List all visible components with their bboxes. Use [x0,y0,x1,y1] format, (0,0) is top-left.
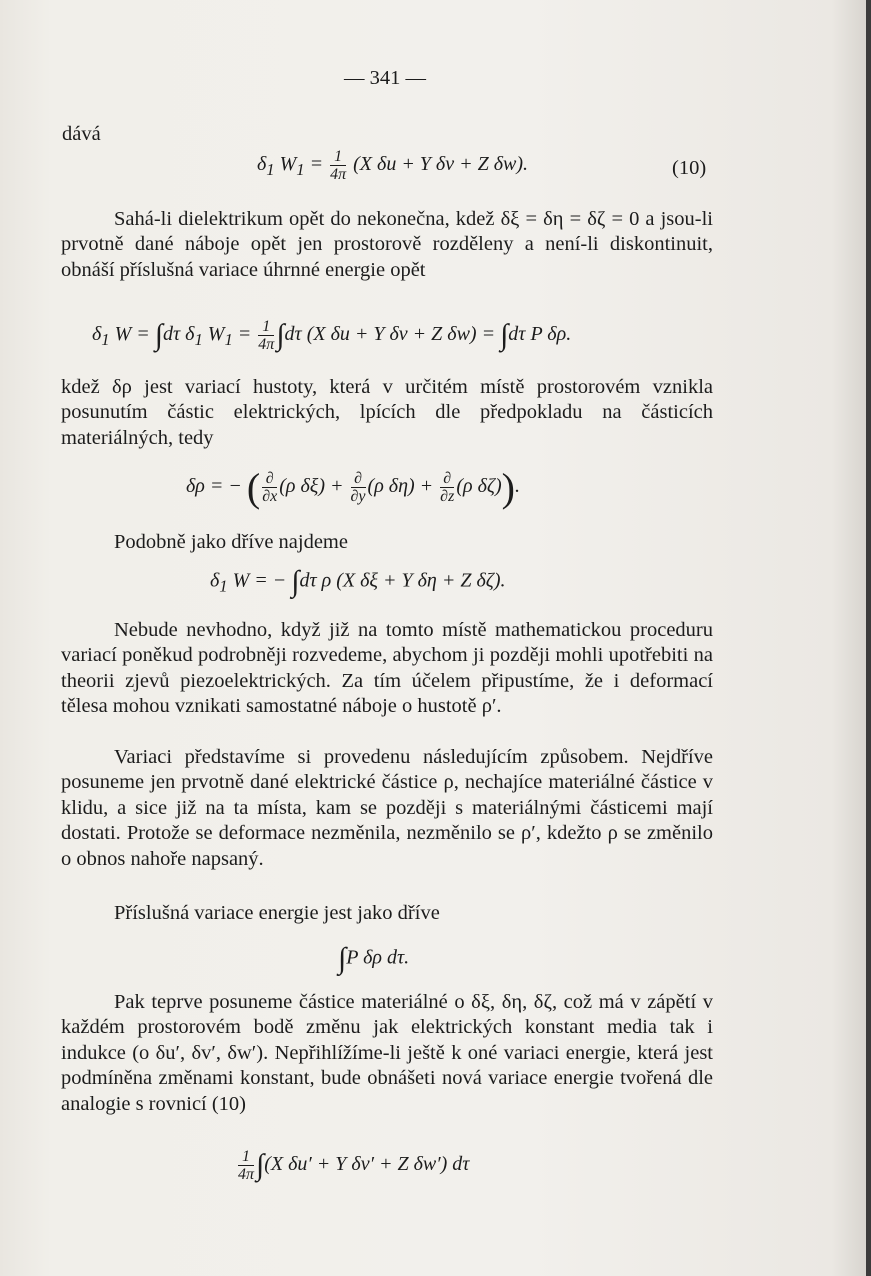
paragraph-3: Podobně jako dříve najdeme [114,531,348,553]
paragraph-7: Pak teprve posuneme částice materiálné o δξ, δη, δζ, což má v zápětí v každém prostorovém bodě změnu jak elektrických konstant media tak i indukce (o δu′, δv′, δw′). Nepřihlížíme-li ještě k oné variaci energie, která jest podmíněna změnami konstant, bude obnášeti nová variace energie tvořená dle analogie s rovnicí (10) [61,991,713,1115]
paragraph-6: Příslušná variace energie jest jako dříve [114,902,440,924]
equation-density-variation: δρ = − ( $\frac{\partial}{\partial x}$ (ρ δξ) + $\frac{\partial}{\partial y}$ (ρ δη) + $\frac{\partial}{\partial z}$ (ρ δζ)). [186,465,520,510]
equation-work-variation: $\delta_1$ W = − ∫dτ ρ (X δξ + Y δη + Z δζ). [210,565,506,598]
equation-number: (10) [672,157,707,179]
paragraph-2: kdež δρ jest variací hustoty, která v určitém místě prostorovém vznikla posunutím částic elektrických, lpících dle předpokladu na částicích materiálných, tedy [61,376,713,449]
page-edge [866,0,871,1276]
paragraph-5: Variaci představíme si provedenu následujícím způsobem. Nejdříve posuneme jen prvotně dané elektrické částice ρ, nechajíce materiálné částice v klidu, a sice již na ta místa, kam se později s materiálnými částicemi mají dostati. Protože se deformace nezměnila, nezměnilo se ρ′, kdežto ρ se změnilo o obnos nahoře napsaný. [61,746,713,870]
intro-word: dává [62,123,101,145]
page-number: — 341 — [344,67,426,89]
equation-new-variation: $\frac{1}{4\pi}$ ∫(X δu′ + Y δv′ + Z δw′) dτ [238,1148,470,1183]
paragraph-1: Sahá-li dielektrikum opět do nekonečna, kdež δξ = δη = δζ = 0 a jsou-li prvotně dané náboje opět jen prostorově rozděleny a není-li diskontinuit, obnáší příslušná variace úhrnné energie opět [61,208,713,281]
equation-energy-variation: $\delta_1$ W = ∫dτ $\delta_1$ $W_1$ = $\frac{1}{4\pi}$ ∫dτ (X δu + Y δv + Z δw) = ∫dτ P δρ. [92,318,572,353]
equation-10: $\delta_1$ $W_1$ = $\frac{1}{4\pi}$ (X δu + Y δv + Z δw). [257,148,529,183]
equation-integral: ∫P δρ dτ. [338,942,410,975]
paragraph-4: Nebude nevhodno, když již na tomto místě mathematickou proceduru variací poněkud podrobněji rozvedeme, abychom ji později mohli upotřebiti na theorii zjevů piezoelektrických. Za tím účelem připustíme, že i deformací tělesa mohou vznikati samostatné náboje o hustotě ρ′. [61,619,713,718]
